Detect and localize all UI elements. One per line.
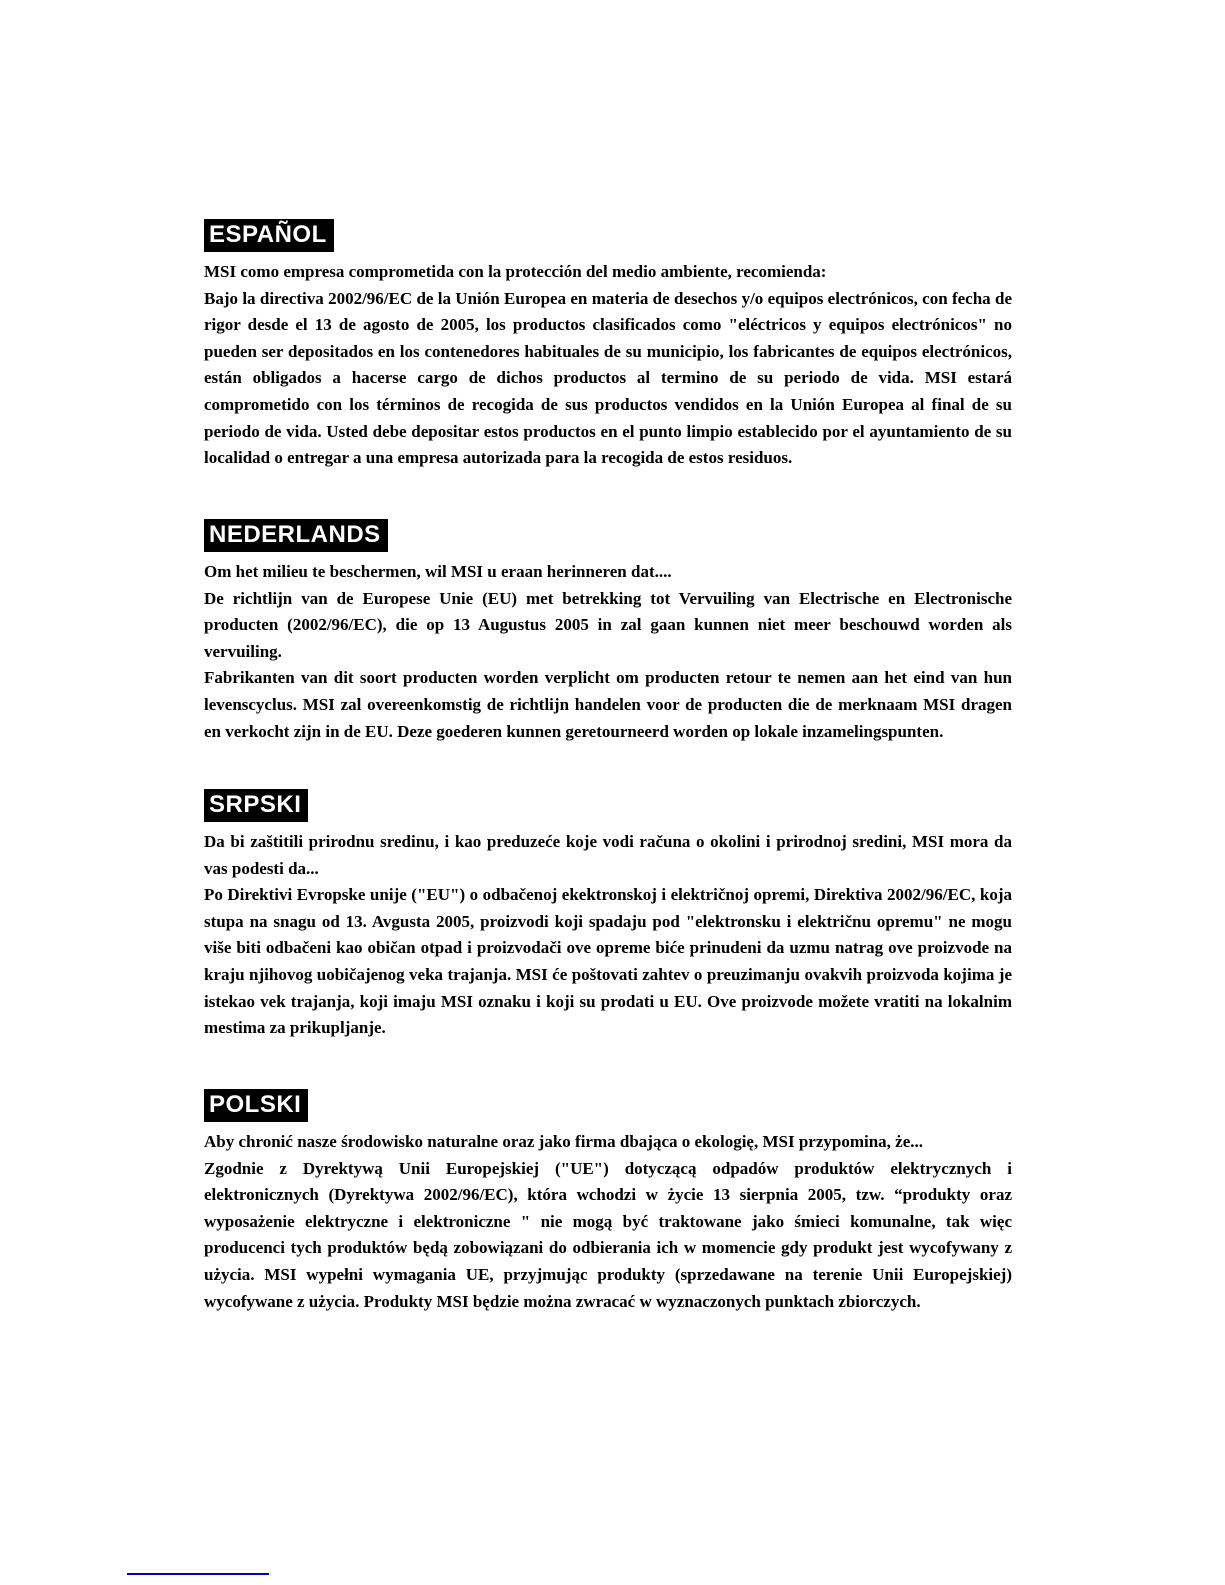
section-paragraph: Po Direktivi Evropske unije ("EU") o odbačenoj ekektronskoj i električnoj opremi, Direktiva 2002/96/EC, koja stupa na snagu od 13. Avgusta 2005, proizvodi koji spadaju pod "elektronsku i električnu opremu" ne mogu više biti odbačeni kao običan otpad i proizvodači ove opreme biće prinudeni da uzmu natrag ove proizvode na kraju njihovog uobičajenog veka trajanja. MSI će poštovati zahtev o preuzimanju ovakvih proizvoda kojima je istekao vek trajanja, koji imaju MSI oznaku i koji su prodati u EU. Ove proizvode možete vratiti na lokalnim mestima za prikupljanje. [204,885,1012,1038]
section-espanol [204,219,1012,472]
section-heading-espanol: ESPAÑOL [204,219,334,252]
section-paragraph: Zgodnie z Dyrektywą Unii Europejskiej ("UE") dotyczącą odpadów produktów elektrycznych i elektronicznych (Dyrektywa 2002/96/EC), która wchodzi w życie 13 sierpnia 2005, tzw. “produkty oraz wyposażenie elektryczne i elektroniczne " nie mogą być traktowane jako śmieci komunalne, tak więc producenci tych produktów będą zobowiązani do odbierania ich w momencie gdy produkt jest wycofywany z użycia. MSI wypełni wymagania UE, przyjmując produkty (sprzedawane na terenie Unii Europejskiej) wycofywane z użycia. Produkty MSI będzie można zwracać w wyznaczonych punktach zbiorczych. [204,1158,1012,1311]
section-intro: Aby chronić nasze środowisko naturalne oraz jako firma dbająca o ekologię, MSI przypomina, że... [204,1132,924,1151]
section-intro: MSI como empresa comprometida con la protección del medio ambiente, recomienda: [204,262,827,281]
section-nederlands [204,519,1012,745]
section-paragraph: De richtlijn van de Europese Unie (EU) met betrekking tot Vervuiling van Electrische en Electronische producten (2002/96/EC), die op 13 Augustus 2005 in zal gaan kunnen niet meer beschouwd worden als vervuiling. [204,588,1012,661]
section-paragraph: Fabrikanten van dit soort producten worden verplicht om producten retour te nemen aan het eind van hun levenscyclus. MSI zal overeenkomstig de richtlijn handelen voor de producten die de merknaam MSI dragen en verkocht zijn in de EU. Deze goederen kunnen geretourneerd worden op lokale inzamelingspunten. [204,668,1012,741]
section-intro: Da bi zaštitili prirodnu sredinu, i kao preduzeće koje vodi računa o okolini i prirodnoj sredini, MSI mora da vas podesti da... [204,832,1012,878]
footer-hyperlink-rule[interactable] [127,1573,269,1575]
section-polski [204,1089,1012,1315]
section-srpski [204,789,1012,1042]
section-intro: Om het milieu te beschermen, wil MSI u eraan herinneren dat.... [204,562,672,581]
section-heading-polski: POLSKI [204,1089,308,1122]
section-paragraph: Bajo la directiva 2002/96/EC de la Unión Europea en materia de desechos y/o equipos electrónicos, con fecha de rigor desde el 13 de agosto de 2005, los productos clasificados como "eléctricos y equipos electrónicos" no pueden ser depositados en los contenedores habituales de su municipio, los fabricantes de equipos electrónicos, están obligados a hacerse cargo de dichos productos al termino de su periodo de vida. MSI estará comprometido con los términos de recogida de sus productos vendidos en la Unión Europea al final de su periodo de vida. Usted debe depositar estos productos en el punto limpio establecido por el ayuntamiento de su localidad o entregar a una empresa autorizada para la recogida de estos residuos. [204,288,1012,468]
section-heading-srpski: SRPSKI [204,789,308,822]
section-heading-nederlands: NEDERLANDS [204,519,388,552]
